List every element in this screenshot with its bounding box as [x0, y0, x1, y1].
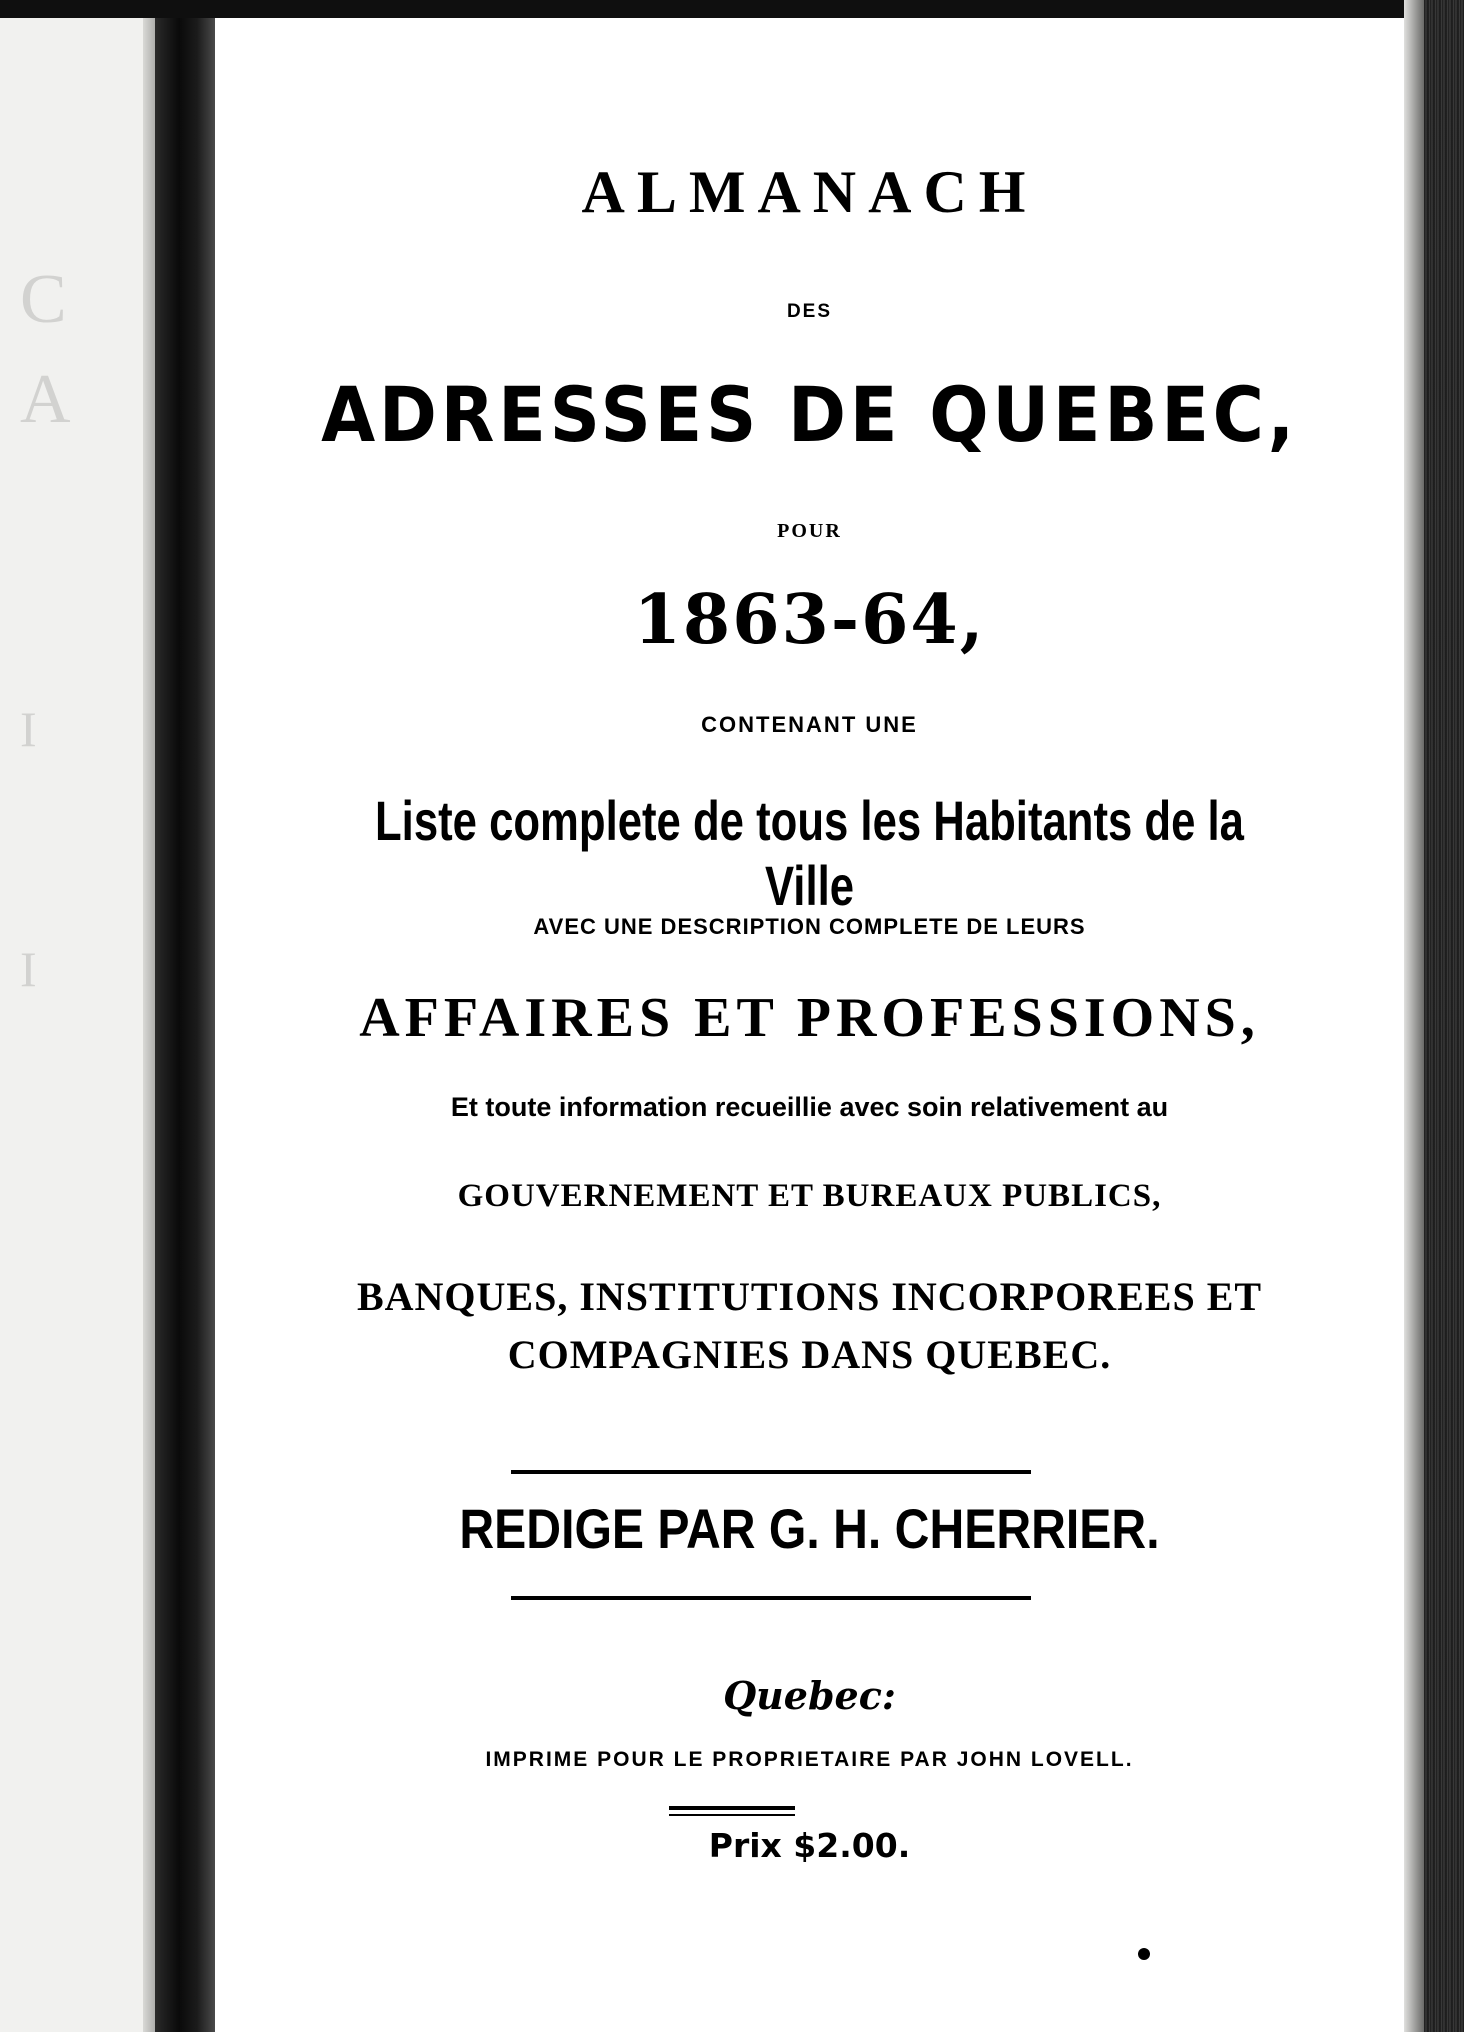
- imprint-city: Quebec:: [723, 1673, 896, 1718]
- main-title: ADRESSES DE QUEBEC,: [321, 370, 1298, 459]
- editor-line: REDIGE PAR G. H. CHERRIER.: [459, 1497, 1160, 1560]
- scan-top-edge: [0, 0, 1464, 18]
- avec-line: AVEC UNE DESCRIPTION COMPLETE DE LEURS: [533, 914, 1086, 939]
- page-stack-edge: [1424, 0, 1464, 2032]
- divider-rule-top: [511, 1470, 1031, 1474]
- facing-page-bleed-mark: I: [20, 701, 37, 757]
- compagnies-line: COMPAGNIES DANS QUEBEC.: [507, 1332, 1112, 1377]
- banques-line: BANQUES, INSTITUTIONS INCORPOREES ET: [356, 1274, 1263, 1319]
- affaires-line: AFFAIRES ET PROFESSIONS,: [359, 987, 1260, 1049]
- book-gutter: [155, 0, 215, 2032]
- title-page: [215, 18, 1404, 2032]
- ink-speck: [1138, 1948, 1150, 1960]
- des-line: DES: [786, 301, 833, 322]
- pour-line: POUR: [777, 520, 842, 542]
- liste-line: Liste complete de tous les Habitants de la Ville: [375, 789, 1244, 917]
- almanach-heading: ALMANACH: [581, 159, 1038, 225]
- divider-rule-short-thin: [669, 1814, 795, 1816]
- facing-page-edge: [0, 0, 165, 2032]
- facing-page-bleed-mark: I: [20, 941, 37, 997]
- facing-page-bleed-mark: C: [20, 261, 67, 338]
- price-line: Prix $2.00.: [708, 1826, 911, 1865]
- printer-line: IMPRIME POUR LE PROPRIETAIRE PAR JOHN LOVELL.: [485, 1748, 1134, 1771]
- page-right-shadow: [1404, 0, 1424, 2032]
- divider-rule-short: [669, 1806, 795, 1810]
- year-line: 1863-64,: [633, 580, 986, 660]
- contenant-line: CONTENANT UNE: [701, 712, 918, 737]
- gouvernement-line: GOUVERNEMENT ET BUREAUX PUBLICS,: [457, 1178, 1162, 1214]
- facing-page-bleed-mark: A: [20, 361, 71, 438]
- information-line: Et toute information recueillie avec soin relativement au: [450, 1092, 1169, 1122]
- divider-rule-bottom: [511, 1596, 1031, 1600]
